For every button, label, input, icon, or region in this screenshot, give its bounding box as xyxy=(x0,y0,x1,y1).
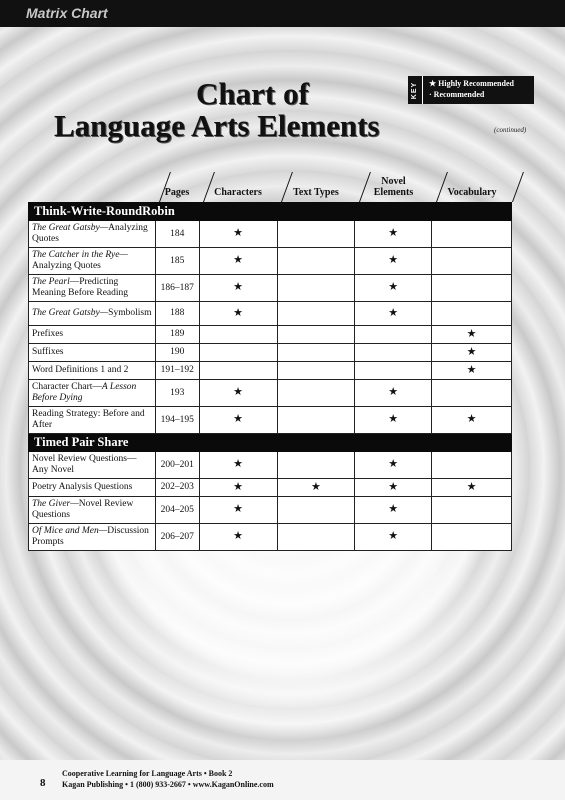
star-icon: ★ xyxy=(466,363,477,376)
text-types-cell xyxy=(277,407,355,434)
activity-cell xyxy=(29,524,156,551)
characters-cell xyxy=(199,524,277,551)
activity-ital: The Catcher in the Rye— xyxy=(32,250,128,260)
activity-ital: The Great Gatsby— xyxy=(32,223,109,233)
text-types-cell xyxy=(277,362,355,380)
characters-cell xyxy=(199,326,277,344)
star-icon: ★ xyxy=(233,458,244,470)
star-icon: ★ xyxy=(388,413,399,425)
activity-cell xyxy=(29,479,156,497)
characters-cell xyxy=(199,275,277,302)
page-title-line1: Chart of xyxy=(196,76,309,111)
activity-pre: Suffixes xyxy=(32,347,64,357)
text-types-cell xyxy=(277,452,355,479)
table-row xyxy=(29,344,512,362)
novel-elements-cell xyxy=(355,497,432,524)
activity-cell xyxy=(29,221,156,248)
star-icon: ★ xyxy=(233,386,244,398)
star-icon: ★ xyxy=(233,281,244,293)
star-icon: ★ xyxy=(388,306,399,319)
activity-pre: Character Chart— xyxy=(32,382,102,392)
vocabulary-cell xyxy=(432,452,512,479)
star-icon: ★ xyxy=(388,530,399,542)
vocabulary-cell xyxy=(432,479,512,497)
characters-cell xyxy=(199,362,277,380)
text-types-cell xyxy=(277,326,355,344)
table-row xyxy=(29,302,512,326)
text-types-cell xyxy=(277,302,355,326)
star-icon: ★ xyxy=(466,480,477,493)
novel-elements-cell xyxy=(355,452,432,479)
activity-post: Symbolism xyxy=(108,308,152,318)
text-types-cell xyxy=(277,344,355,362)
vocabulary-cell xyxy=(432,275,512,302)
table-row xyxy=(29,524,512,551)
table-row xyxy=(29,407,512,434)
page-title-line2: Language Arts Elements xyxy=(54,108,380,143)
pages-cell: 184 xyxy=(155,221,199,248)
legend-key xyxy=(408,76,534,104)
activity-post: Analyzing Quotes xyxy=(32,223,148,244)
star-icon: ★ xyxy=(388,254,399,266)
activity-pre: Reading Strategy: Before and After xyxy=(32,409,145,430)
top-banner xyxy=(0,0,565,27)
pages-cell: 202–203 xyxy=(155,479,199,497)
star-icon: ★ xyxy=(233,227,244,239)
table-row xyxy=(29,326,512,344)
activity-ital: The Giver— xyxy=(32,499,79,509)
page-number: 8 xyxy=(40,777,46,789)
pages-cell: 200–201 xyxy=(155,452,199,479)
star-icon: ★ xyxy=(310,480,321,493)
star-icon: ★ xyxy=(466,345,477,358)
characters-cell xyxy=(199,407,277,434)
pages-cell: 189 xyxy=(155,326,199,344)
star-icon: ★ xyxy=(388,458,399,470)
vocabulary-cell xyxy=(432,362,512,380)
table-row xyxy=(29,497,512,524)
footer-publisher: Kagan Publishing • 1 (800) 933-2667 • www.KaganOnline.com xyxy=(62,780,274,789)
pages-cell: 186–187 xyxy=(155,275,199,302)
activity-cell xyxy=(29,275,156,302)
star-icon: ★ xyxy=(388,227,399,239)
novel-elements-cell xyxy=(355,407,432,434)
vocabulary-cell xyxy=(432,302,512,326)
star-icon: ★ xyxy=(466,327,477,340)
header-novel-elements: Novel Elements xyxy=(373,176,414,198)
star-icon: ★ xyxy=(233,413,244,425)
activity-pre: Word Definitions 1 and 2 xyxy=(32,365,129,375)
text-types-cell xyxy=(277,248,355,275)
table-row xyxy=(29,452,512,479)
activity-cell xyxy=(29,344,156,362)
table-row xyxy=(29,380,512,407)
activity-cell xyxy=(29,362,156,380)
table-row xyxy=(29,221,512,248)
table-row xyxy=(29,248,512,275)
novel-elements-cell xyxy=(355,275,432,302)
star-icon: ★ xyxy=(233,306,244,319)
pages-cell: 185 xyxy=(155,248,199,275)
section-title: Think-Write-RoundRobin xyxy=(29,203,512,221)
pages-cell: 206–207 xyxy=(155,524,199,551)
section-header-row xyxy=(29,203,512,221)
section-label: Matrix Chart xyxy=(26,5,108,21)
vocabulary-cell xyxy=(432,326,512,344)
star-icon: ★ xyxy=(388,281,399,293)
activity-cell xyxy=(29,248,156,275)
activity-cell xyxy=(29,326,156,344)
activity-post: Discussion Prompts xyxy=(32,526,149,547)
pages-cell: 188 xyxy=(155,302,199,326)
novel-elements-cell xyxy=(355,221,432,248)
star-icon: ★ xyxy=(388,480,399,493)
text-types-cell xyxy=(277,380,355,407)
characters-cell xyxy=(199,344,277,362)
characters-cell xyxy=(199,302,277,326)
key-lines xyxy=(423,76,514,104)
characters-cell xyxy=(199,452,277,479)
pages-cell: 193 xyxy=(155,380,199,407)
header-characters: Characters xyxy=(214,187,262,198)
characters-cell xyxy=(199,380,277,407)
activity-post: Novel Review Questions xyxy=(32,499,134,520)
activity-cell xyxy=(29,380,156,407)
novel-elements-cell xyxy=(355,344,432,362)
footer-book-title: Cooperative Learning for Language Arts • Book 2 xyxy=(62,769,233,778)
activity-post: —Predicting Meaning Before Reading xyxy=(32,277,129,298)
section-title: Timed Pair Share xyxy=(29,434,512,452)
star-icon: ★ xyxy=(233,254,244,266)
vocabulary-cell xyxy=(432,221,512,248)
vocabulary-cell xyxy=(432,497,512,524)
characters-cell xyxy=(199,497,277,524)
text-types-cell xyxy=(277,221,355,248)
star-icon: ★ xyxy=(466,413,477,425)
activity-cell xyxy=(29,497,156,524)
activity-pre: Prefixes xyxy=(32,329,64,339)
continued-note: (continued) xyxy=(494,126,527,134)
activity-post: Analyzing Quotes xyxy=(32,261,101,271)
text-types-cell xyxy=(277,275,355,302)
star-icon: ★ xyxy=(388,386,399,398)
text-types-cell xyxy=(277,479,355,497)
pages-cell: 204–205 xyxy=(155,497,199,524)
star-icon: ★ xyxy=(233,530,244,542)
vocabulary-cell xyxy=(432,344,512,362)
activity-pre: Novel Review Questions— Any Novel xyxy=(32,454,137,475)
header-text-types: Text Types xyxy=(293,187,339,198)
text-types-cell xyxy=(277,524,355,551)
pages-cell: 194–195 xyxy=(155,407,199,434)
vocabulary-cell xyxy=(432,380,512,407)
vocabulary-cell xyxy=(432,407,512,434)
table-row xyxy=(29,479,512,497)
section-header-row xyxy=(29,434,512,452)
novel-elements-cell xyxy=(355,248,432,275)
header-pages: Pages xyxy=(164,187,190,198)
characters-cell xyxy=(199,479,277,497)
table-row xyxy=(29,362,512,380)
key-tag: KEY xyxy=(408,76,423,104)
activity-ital: Of Mice and Men— xyxy=(32,526,108,536)
novel-elements-cell xyxy=(355,479,432,497)
vocabulary-cell xyxy=(432,248,512,275)
novel-elements-cell xyxy=(355,362,432,380)
activity-cell xyxy=(29,302,156,326)
activity-cell xyxy=(29,452,156,479)
key-highly: ★ Highly Recommended xyxy=(429,79,514,88)
star-icon: ★ xyxy=(388,503,399,515)
table-row xyxy=(29,275,512,302)
header-vocabulary: Vocabulary xyxy=(447,187,497,198)
column-headers xyxy=(28,168,516,202)
star-icon: ★ xyxy=(233,503,244,515)
activity-pre: Poetry Analysis Questions xyxy=(32,482,133,492)
key-recommended: · Recommended xyxy=(429,90,485,99)
elements-matrix-table xyxy=(28,202,512,551)
novel-elements-cell xyxy=(355,380,432,407)
novel-elements-cell xyxy=(355,326,432,344)
pages-cell: 190 xyxy=(155,344,199,362)
novel-elements-cell xyxy=(355,524,432,551)
activity-ital: The Pearl xyxy=(32,277,70,287)
text-types-cell xyxy=(277,497,355,524)
characters-cell xyxy=(199,248,277,275)
star-icon: ★ xyxy=(233,480,244,493)
vocabulary-cell xyxy=(432,524,512,551)
activity-cell xyxy=(29,407,156,434)
activity-ital: A Lesson Before Dying xyxy=(32,382,137,403)
novel-elements-cell xyxy=(355,302,432,326)
characters-cell xyxy=(199,221,277,248)
activity-ital: The Great Gatsby— xyxy=(32,308,109,318)
pages-cell: 191–192 xyxy=(155,362,199,380)
